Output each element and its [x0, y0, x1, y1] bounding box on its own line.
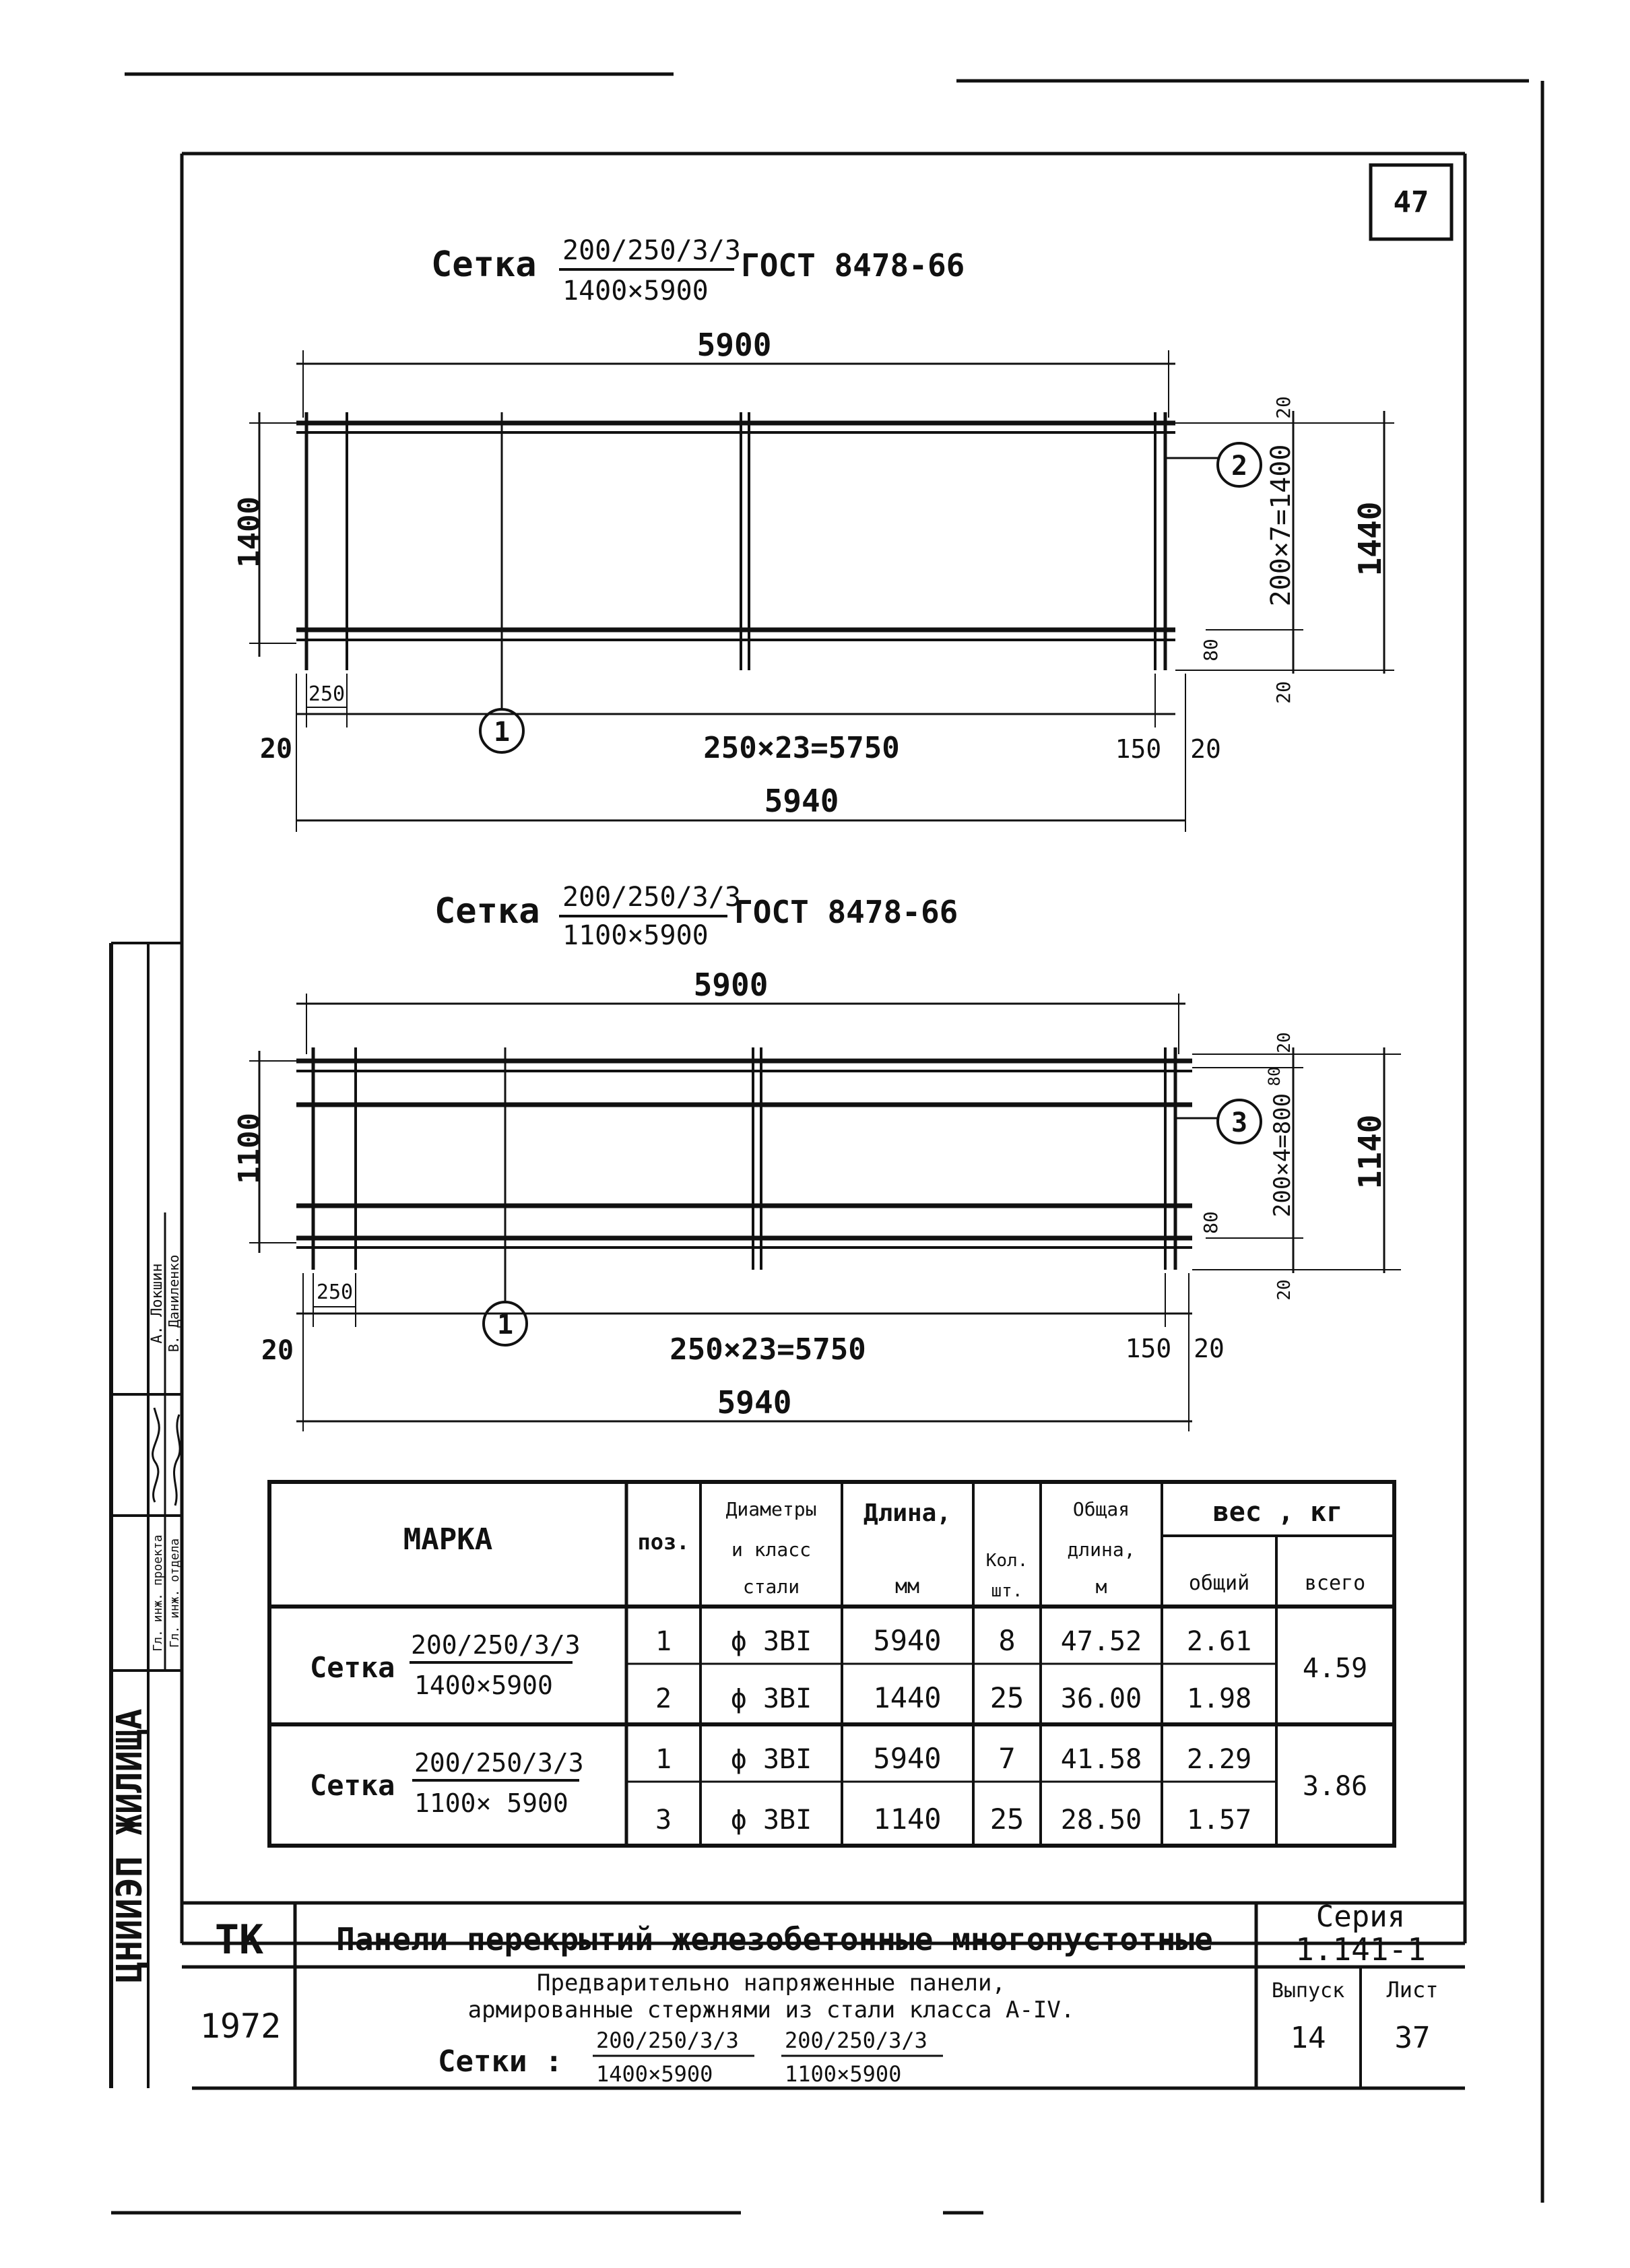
mesh1-dim-20-top: 20: [1272, 396, 1295, 419]
mesh2-right-inner: 200×4=800: [1269, 1093, 1296, 1218]
mesh1-bottom-150: 150: [1115, 734, 1162, 764]
g2r1-w: 2.29: [1186, 1744, 1252, 1775]
g1r1-pos: 1: [655, 1626, 672, 1657]
g1r2-len: 1440: [873, 1681, 942, 1714]
mesh1-dim-250: 250: [308, 682, 346, 706]
frame-lines: [111, 74, 1542, 2213]
tb-desc-1: Предварительно напряженные панели,: [537, 1970, 1006, 1997]
stamp-org: ЦНИИЭП ЖИЛИЩА: [110, 1708, 150, 1983]
spec-table: [269, 1482, 1394, 1846]
g1r2-w: 1.98: [1186, 1683, 1252, 1714]
mesh2-bottom-right-20: 20: [1194, 1334, 1225, 1363]
mesh1-dim-80: 80: [1200, 639, 1222, 661]
th-diam-1: Диаметры: [725, 1498, 817, 1520]
g2-total: 3.86: [1302, 1771, 1368, 1802]
mesh1-dim-top: 5900: [696, 327, 772, 363]
g2r1-len: 5940: [873, 1742, 942, 1775]
g2r2-len: 1140: [873, 1803, 942, 1836]
g1-den: 1400×5900: [414, 1671, 553, 1700]
mesh1-caption-num: 200/250/3/3: [562, 235, 741, 266]
th-diam-3: стали: [742, 1576, 800, 1598]
g2-num: 200/250/3/3: [414, 1748, 584, 1778]
g1r1-tlen: 47.52: [1060, 1626, 1142, 1657]
mesh1-bottom-total: 5940: [764, 783, 839, 819]
mesh2-labels: [232, 967, 1388, 1421]
g2r1-pos: 1: [655, 1744, 672, 1775]
mesh2-pos-3: 3: [1231, 1107, 1248, 1138]
tb-series-label: Серия: [1315, 1900, 1406, 1934]
tb-net1-den: 1400×5900: [596, 2061, 713, 2087]
g2r2-tlen: 28.50: [1060, 1805, 1142, 1836]
g1r2-tlen: 36.00: [1060, 1683, 1142, 1714]
g1r1-len: 5940: [873, 1624, 942, 1657]
th-len-2: мм: [894, 1575, 920, 1598]
tb-issue: 14: [1290, 2021, 1326, 2055]
tb-org: ТК: [214, 1916, 264, 1964]
g1r1-qty: 8: [998, 1624, 1016, 1657]
g1r2-pos: 2: [655, 1683, 672, 1714]
th-len-1: Длина,: [863, 1499, 952, 1527]
g1-prefix: Сетка: [310, 1651, 395, 1684]
mesh2-bottom-middle: 250×23=5750: [670, 1332, 866, 1367]
th-tlen-3: м: [1095, 1576, 1107, 1598]
tb-net2-den: 1100×5900: [785, 2061, 902, 2087]
side-stamp: [110, 943, 182, 2088]
g2r2-pos: 3: [655, 1805, 672, 1836]
mesh2-dim-80b: 80: [1200, 1211, 1222, 1234]
th-tlen-2: длина,: [1067, 1538, 1136, 1561]
th-tlen-1: Общая: [1072, 1498, 1130, 1520]
mesh1-caption-prefix: Сетка: [431, 245, 537, 285]
g2r2-w: 1.57: [1186, 1805, 1252, 1836]
mesh2-right-total: 1140: [1352, 1114, 1388, 1190]
tb-series: 1.141-1: [1295, 1931, 1426, 1968]
mesh2-bottom-150: 150: [1125, 1334, 1172, 1363]
mesh2-caption-den: 1100×5900: [562, 920, 709, 951]
th-weight: вес , кг: [1212, 1497, 1343, 1528]
mesh2-bottom-left-20: 20: [261, 1335, 294, 1366]
tb-sheet-label: Лист: [1386, 1977, 1439, 2003]
mesh2-caption-prefix: Сетка: [434, 891, 540, 932]
mesh1-pos-2: 2: [1231, 451, 1248, 482]
stamp-role-2: Гл. инж. отдела: [168, 1538, 182, 1648]
mesh1-caption: [431, 235, 965, 306]
th-marka: МАРКА: [403, 1522, 493, 1557]
g2r1-diam: ϕ 3BI: [730, 1744, 812, 1775]
g1r2-qty: 25: [989, 1681, 1024, 1714]
mesh2-dim-80a: 80: [1265, 1066, 1284, 1087]
tb-year: 1972: [199, 2007, 282, 2046]
sheet-number: 47: [1393, 185, 1429, 220]
mesh2-caption-num: 200/250/3/3: [562, 882, 741, 913]
th-w-total: общий: [1188, 1572, 1250, 1595]
g2r2-diam: ϕ 3BI: [730, 1805, 812, 1836]
tb-sheet: 37: [1394, 2021, 1431, 2055]
signature-2: [174, 1415, 180, 1505]
th-qty-1: Кол.: [985, 1551, 1029, 1571]
mesh1-bottom-left-20: 20: [259, 734, 293, 765]
mesh1-dim-left: 1400: [232, 496, 267, 568]
mesh2-pos-1: 1: [496, 1309, 514, 1340]
mesh2-bottom-total: 5940: [717, 1384, 792, 1421]
g2r2-qty: 25: [989, 1803, 1024, 1836]
g1r1-w: 2.61: [1186, 1626, 1252, 1657]
mesh1-caption-den: 1400×5900: [562, 276, 709, 306]
mesh1-caption-gost: ГОСТ 8478-66: [741, 247, 965, 284]
mesh1-right-total: 1440: [1352, 501, 1388, 577]
tb-net1-num: 200/250/3/3: [596, 2028, 739, 2053]
mesh1-pos-1: 1: [493, 717, 511, 748]
mesh1-labels: [232, 327, 1388, 819]
mesh2-caption-gost: ГОСТ 8478-66: [734, 894, 958, 930]
mesh1-right-inner: 200×7=1400: [1266, 444, 1297, 607]
title-block: [182, 1900, 1465, 2088]
th-w-all: всего: [1304, 1572, 1366, 1595]
g1r2-diam: ϕ 3BI: [730, 1683, 812, 1714]
tb-desc-2: армированные стержнями из стали класса А-IV.: [467, 1997, 1075, 2023]
g2r1-tlen: 41.58: [1060, 1744, 1142, 1775]
signature-1: [153, 1408, 160, 1502]
th-qty-2: шт.: [991, 1581, 1023, 1601]
stamp-name-2: В. Даниленко: [166, 1254, 182, 1353]
g2-prefix: Сетка: [310, 1769, 395, 1802]
stamp-name-1: А. Локшин: [149, 1263, 166, 1344]
mesh1-bottom-right-20: 20: [1190, 734, 1221, 764]
g1-num: 200/250/3/3: [411, 1630, 581, 1660]
mesh2-dim-left: 1100: [232, 1113, 267, 1184]
g1-total: 4.59: [1302, 1653, 1368, 1684]
tb-title: Панели перекрытий железобетонные многопустотные: [336, 1921, 1213, 1957]
mesh2-dim-20-bot: 20: [1274, 1279, 1295, 1301]
mesh2-dim-250: 250: [316, 1281, 354, 1304]
th-pos: поз.: [637, 1529, 690, 1555]
g2-den: 1100× 5900: [414, 1788, 568, 1818]
g2r1-qty: 7: [998, 1742, 1016, 1775]
mesh2-dim-20-top: 20: [1274, 1032, 1295, 1054]
tb-net2-num: 200/250/3/3: [785, 2028, 927, 2053]
th-diam-2: и класс: [731, 1538, 812, 1561]
mesh1-dim-20-bot: 20: [1272, 681, 1295, 704]
stamp-role-1: Гл. инж. проекта: [151, 1534, 165, 1652]
g1r1-diam: ϕ 3BI: [730, 1626, 812, 1657]
mesh2-caption: [434, 882, 958, 951]
tb-nets-label: Сетки :: [438, 2044, 563, 2079]
mesh2-dim-top: 5900: [693, 967, 769, 1003]
tb-issue-label: Выпуск: [1271, 1979, 1345, 2003]
mesh1-bottom-middle: 250×23=5750: [703, 731, 900, 765]
